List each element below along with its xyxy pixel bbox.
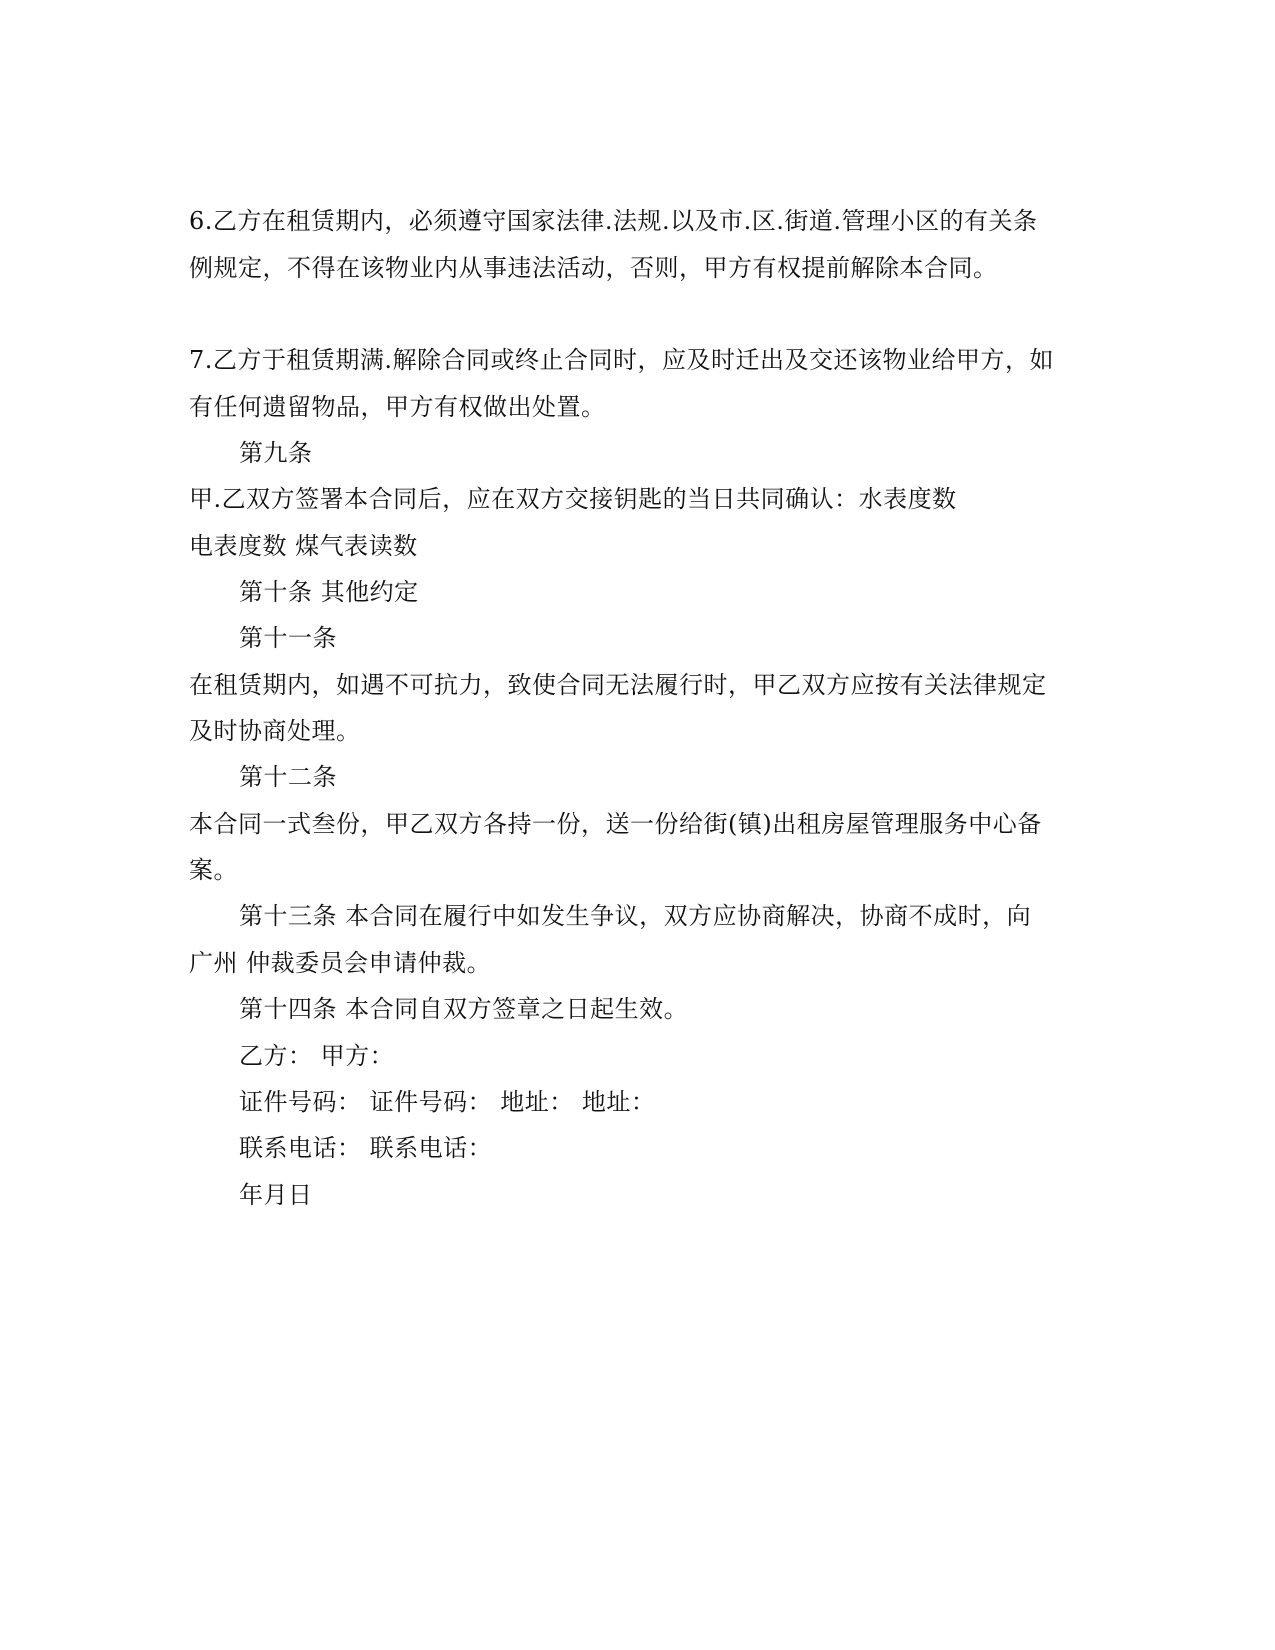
signature-date: 年月日 [239,1181,313,1209]
clause-6-line-2: 例规定，不得在该物业内从事违法活动，否则，甲方有权提前解除本合同。 [189,254,998,282]
article-9-line-2: 电表度数 煤气表读数 [189,532,418,560]
article-11-heading: 第十一条 [239,624,337,652]
signature-phone: 联系电话： 联系电话： [239,1134,493,1162]
article-14-line: 第十四条 本合同自双方签章之日起生效。 [239,995,689,1023]
article-11-line-1: 在租赁期内，如遇不可抗力，致使合同无法履行时，甲乙双方应按有关法律规定 [189,671,1047,699]
article-9-line-1: 甲.乙双方签署本合同后，应在双方交接钥匙的当日共同确认：水表度数 [189,485,957,513]
article-9-heading: 第九条 [239,439,313,467]
article-12-line-1: 本合同一式叁份，甲乙双方各持一份，送一份给街(镇)出租房屋管理服务中心备 [189,810,1042,838]
signature-id-address: 证件号码： 证件号码： 地址： 地址： [239,1088,656,1116]
clause-6-line-1: 6.乙方在租赁期内，必须遵守国家法律.法规.以及市.区.街道.管理小区的有关条 [189,207,1038,235]
clause-7-line-1: 7.乙方于租赁期满.解除合同或终止合同时，应及时迁出及交还该物业给甲方，如 [189,346,1055,374]
article-11-line-2: 及时协商处理。 [189,717,361,745]
article-10-heading: 第十条 其他约定 [239,578,419,606]
article-12-line-2: 案。 [189,856,238,884]
article-13-line-2: 广州 仲裁委员会申请仲裁。 [189,949,492,977]
article-12-heading: 第十二条 [239,763,337,791]
signature-parties: 乙方： 甲方： [239,1042,395,1070]
article-13-line-1: 第十三条 本合同在履行中如发生争议，双方应协商解决，协商不成时，向 [239,902,1032,930]
clause-7-line-2: 有任何遗留物品，甲方有权做出处置。 [189,393,606,421]
